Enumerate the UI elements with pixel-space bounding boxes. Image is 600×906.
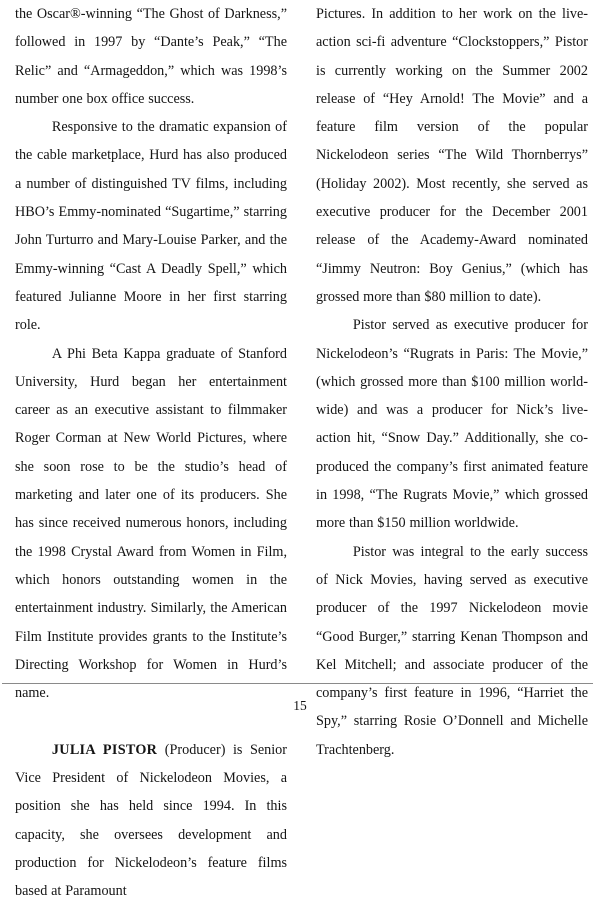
paragraph-pistor-early: Pistor was integral to the early success of Nick Movies, having served as executive producer of the 1997 Nickelodeon movie “Good Burger,” starring Kenan Thompson and Kel Mitchell; and associate producer of the company’s first feature in 1996, “Harriet the Spy,” starring Rosie O’Donnell and Michelle Trachtenberg.	[316, 543, 588, 758]
bio-name-julia-pistor: JULIA PISTOR	[51, 741, 158, 758]
footer-divider	[2, 683, 593, 684]
paragraph-pistor-intro-text: (Producer) is Senior Vice President of Nickelodeon Movies, a position she has held since 1994. In this capacity, she oversees development and production for Nickelodeon’s feature films based at Paramount	[15, 741, 288, 900]
paragraph-pistor-intro	[15, 736, 287, 906]
paragraph-hurd-films: the Oscar®-winning “The Ghost of Darkness,” followed in 1997 by “Dante’s Peak,” “The Relic” and “Armageddon,” which was 1998’s number one box office success.	[15, 6, 287, 107]
right-column	[300, 0, 600, 764]
paragraph-hurd-tv: Responsive to the dramatic expansion of the cable marketplace, Hurd has also produced a number of distinguished TV films, including HBO’s Emmy-nominated “Sugartime,” starring John Turturro and Mary-Louise Parker, and the Emmy-winning “Cast A Deadly Spell,” which featured Julianne Moore in her first starring role.	[15, 119, 287, 334]
paragraph-pistor-rugrats: Pistor served as executive producer for Nickelodeon’s “Rugrats in Paris: The Movie,” (which grossed more than $100 million world-wide) and was a producer for Nick’s live-action hit, “Snow Day.” Additionally, she co-produced the company’s first animated feature in 1998, “The Rugrats Movie,” which grossed more than $150 million worldwide.	[316, 317, 588, 532]
paragraph-hurd-career: A Phi Beta Kappa graduate of Stanford University, Hurd began her entertainment career as an executive assistant to filmmaker Roger Corman at New World Pictures, where she soon rose to be the studio’s head of marketing and later one of its producers. She has since received numerous honors, including the 1998 Crystal Award from Women in Film, which honors outstanding women in the entertainment industry. Similarly, the American Film Institute provides grants to the Institute’s Directing Workshop for Women in Hurd’s name.	[15, 345, 287, 702]
paragraph-pistor-current: Pictures. In addition to her work on the live-action sci-fi adventure “Clockstoppers,” Pistor is currently working on the Summer 2002 release of “Hey Arnold! The Movie” and a feature film version of the popular Nickelodeon series “The Wild Thornberrys” (Holiday 2002). Most recently, she served as executive producer for the December 2001 release of the Academy-Award nominated “Jimmy Neutron: Boy Genius,” (which has grossed more than $80 million to date).	[316, 6, 588, 305]
page-number: 15	[293, 698, 307, 713]
